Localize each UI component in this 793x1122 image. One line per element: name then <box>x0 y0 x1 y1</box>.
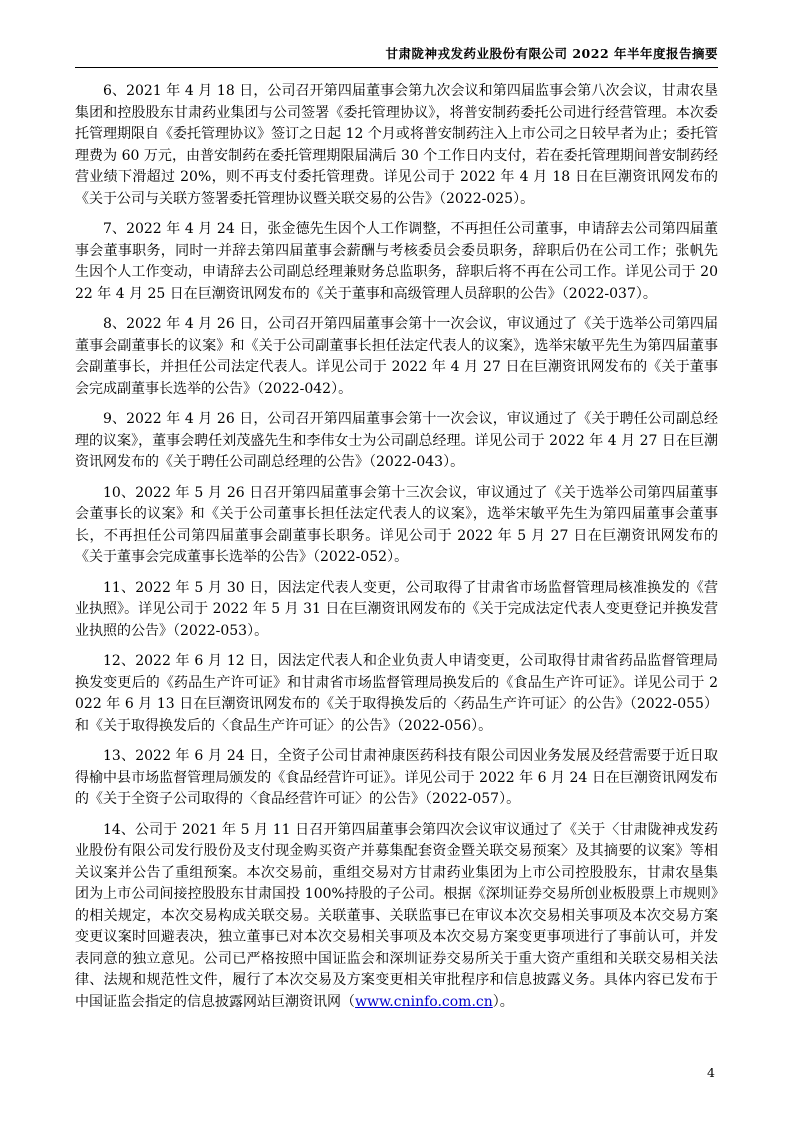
page-number: 4 <box>707 1065 715 1080</box>
paragraph-9: 9、2022 年 4 月 26 日，公司召开第四届董事会第十一次会议，审议通过了《关于聘任公司副总经理的议案》，董事会聘任刘茂盛先生和李伟女士为公司副总经理。详见公司于 2022 年 4 月 27 日在巨潮资讯网发布的《关于聘任公司副总经理的公告》（2022-043）。 <box>75 411 718 470</box>
paragraph-11: 11、2022 年 5 月 30 日，因法定代表人变更，公司取得了甘肃省市场监督管理局核准换发的《营业执照》。详见公司于 2022 年 5 月 31 日在巨潮资讯网发布的《关于完成法定代表人变更登记并换发营业执照的公告》（2022-053）。 <box>75 579 718 639</box>
paragraph-8: 8、2022 年 4 月 26 日，公司召开第四届董事会第十一次会议，审议通过了《关于选举公司第四届董事会副董事长的议案》和《关于公司副董事长担任法定代表人的议案》，选举宋敏平先生为第四届董事会副董事长，并担任公司法定代表人。详见公司于 2022 年 4 月 27 日在巨潮资讯网发布的《关于董事会完成副董事长选举的公告》（2022-042）。 <box>75 316 718 397</box>
paragraph-14-text: 14、公司于 2021 年 5 月 11 日召开第四届董事会第四次会议审议通过了《关于〈甘肃陇神戎发药业股份有限公司发行股份及支付现金购买资产并募集配套资金暨关联交易预案〉及其摘要的议案》等相关议案并公告了重组预案。本次交易前，重组交易对方甘肃药业集团为上市公司控股股东，甘肃农垦集团为上市公司间接控股股东甘肃国投 100%持股的子公司。根据《深圳证券交易所创业板股票上市规则》的相关规定，本次交易构成关联交易。关联董事、关联监事已在审议本次交易相关事项及本次交易方案变更议案时回避表决，独立董事已对本次交易相关事项及本次交易方案变更事项进行了事前认可，并发表同意的独立意见。公司已严格按照中国证监会和深圳证券交易所关于重大资产重组和关联交易相关法律、法规和规范性文件，履行了本次交易及方案变更相关审批程序和信息披露义务。具体内容已发布于中国证监会指定的信息披露网站巨潮资讯网（ <box>75 821 718 1010</box>
paragraph-14 <box>75 820 718 1014</box>
document-body <box>75 81 718 1013</box>
page-header <box>75 46 718 68</box>
paragraph-12: 12、2022 年 6 月 12 日，因法定代表人和企业负责人申请变更，公司取得甘肃省药品监督管理局换发变更后的《药品生产许可证》和甘肃省市场监督管理局换发后的《食品生产许可证》。详见公司于 2022 年 6 月 13 日在巨潮资讯网发布的《关于取得换发后的〈药品生产许可证〉的公告》（2022-055）和《关于取得换发后的〈食品生产许可证〉的公告》（2022-056）。 <box>75 653 718 734</box>
page-title: 甘肃陇神戎发药业股份有限公司 2022 年半年度报告摘要 <box>385 46 718 61</box>
paragraph-6: 6、2021 年 4 月 18 日，公司召开第四届董事会第九次会议和第四届监事会第八次会议，甘肃农垦集团和控股股东甘肃药业集团与公司签署《委托管理协议》，将普安制药委托公司进行经营管理。本次委托管理期限自《委托管理协议》签订之日起 12 个月或将普安制药注入上市公司之日较早者为止；委托管理费为 60 万元，由普安制药在委托管理期限届满后 30 个工作日内支付，若在委托管理期间普安制药经营业绩下滑超过 20%，则不再支付委托管理费。详见公司于 2022 年 4 月 18 日在巨潮资讯网发布的《关于公司与关联方签署委托管理协议暨关联交易的公告》（2022-025）。 <box>75 83 718 207</box>
paragraph-13: 13、2022 年 6 月 24 日，全资子公司甘肃神康医药科技有限公司因业务发展及经营需要于近日取得榆中县市场监督管理局颁发的《食品经营许可证》。详见公司于 2022 年 6 月 24 日在巨潮资讯网发布的《关于全资子公司取得的〈食品经营许可证〉的公告》（2022-057）。 <box>75 748 718 807</box>
paragraph-14-closing: ）。 <box>492 993 514 1010</box>
paragraph-7: 7、2022 年 4 月 24 日，张金德先生因个人工作调整，不再担任公司董事，申请辞去公司第四届董事会董事职务，同时一并辞去第四届董事会薪酬与考核委员会委员职务，辞职后仍在公司工作；张帆先生因个人工作变动，申请辞去公司副总经理兼财务总监职务，辞职后将不再在公司工作。详见公司于 2022 年 4 月 25 日在巨潮资讯网发布的《关于董事和高级管理人员辞职的公告》（2022-037）。 <box>75 221 718 302</box>
paragraph-10: 10、2022 年 5 月 26 日召开第四届董事会第十三次会议，审议通过了《关于选举公司第四届董事会董事长的议案》和《关于公司董事长担任法定代表人的议案》，选举宋敏平先生为第四届董事会董事长，不再担任公司第四届董事会副董事长职务。详见公司于 2022 年 5 月 27 日在巨潮资讯网发布的《关于董事会完成董事长选举的公告》（2022-052）。 <box>75 484 718 565</box>
cninfo-website-link[interactable]: www.cninfo.com.cn <box>355 993 493 1010</box>
